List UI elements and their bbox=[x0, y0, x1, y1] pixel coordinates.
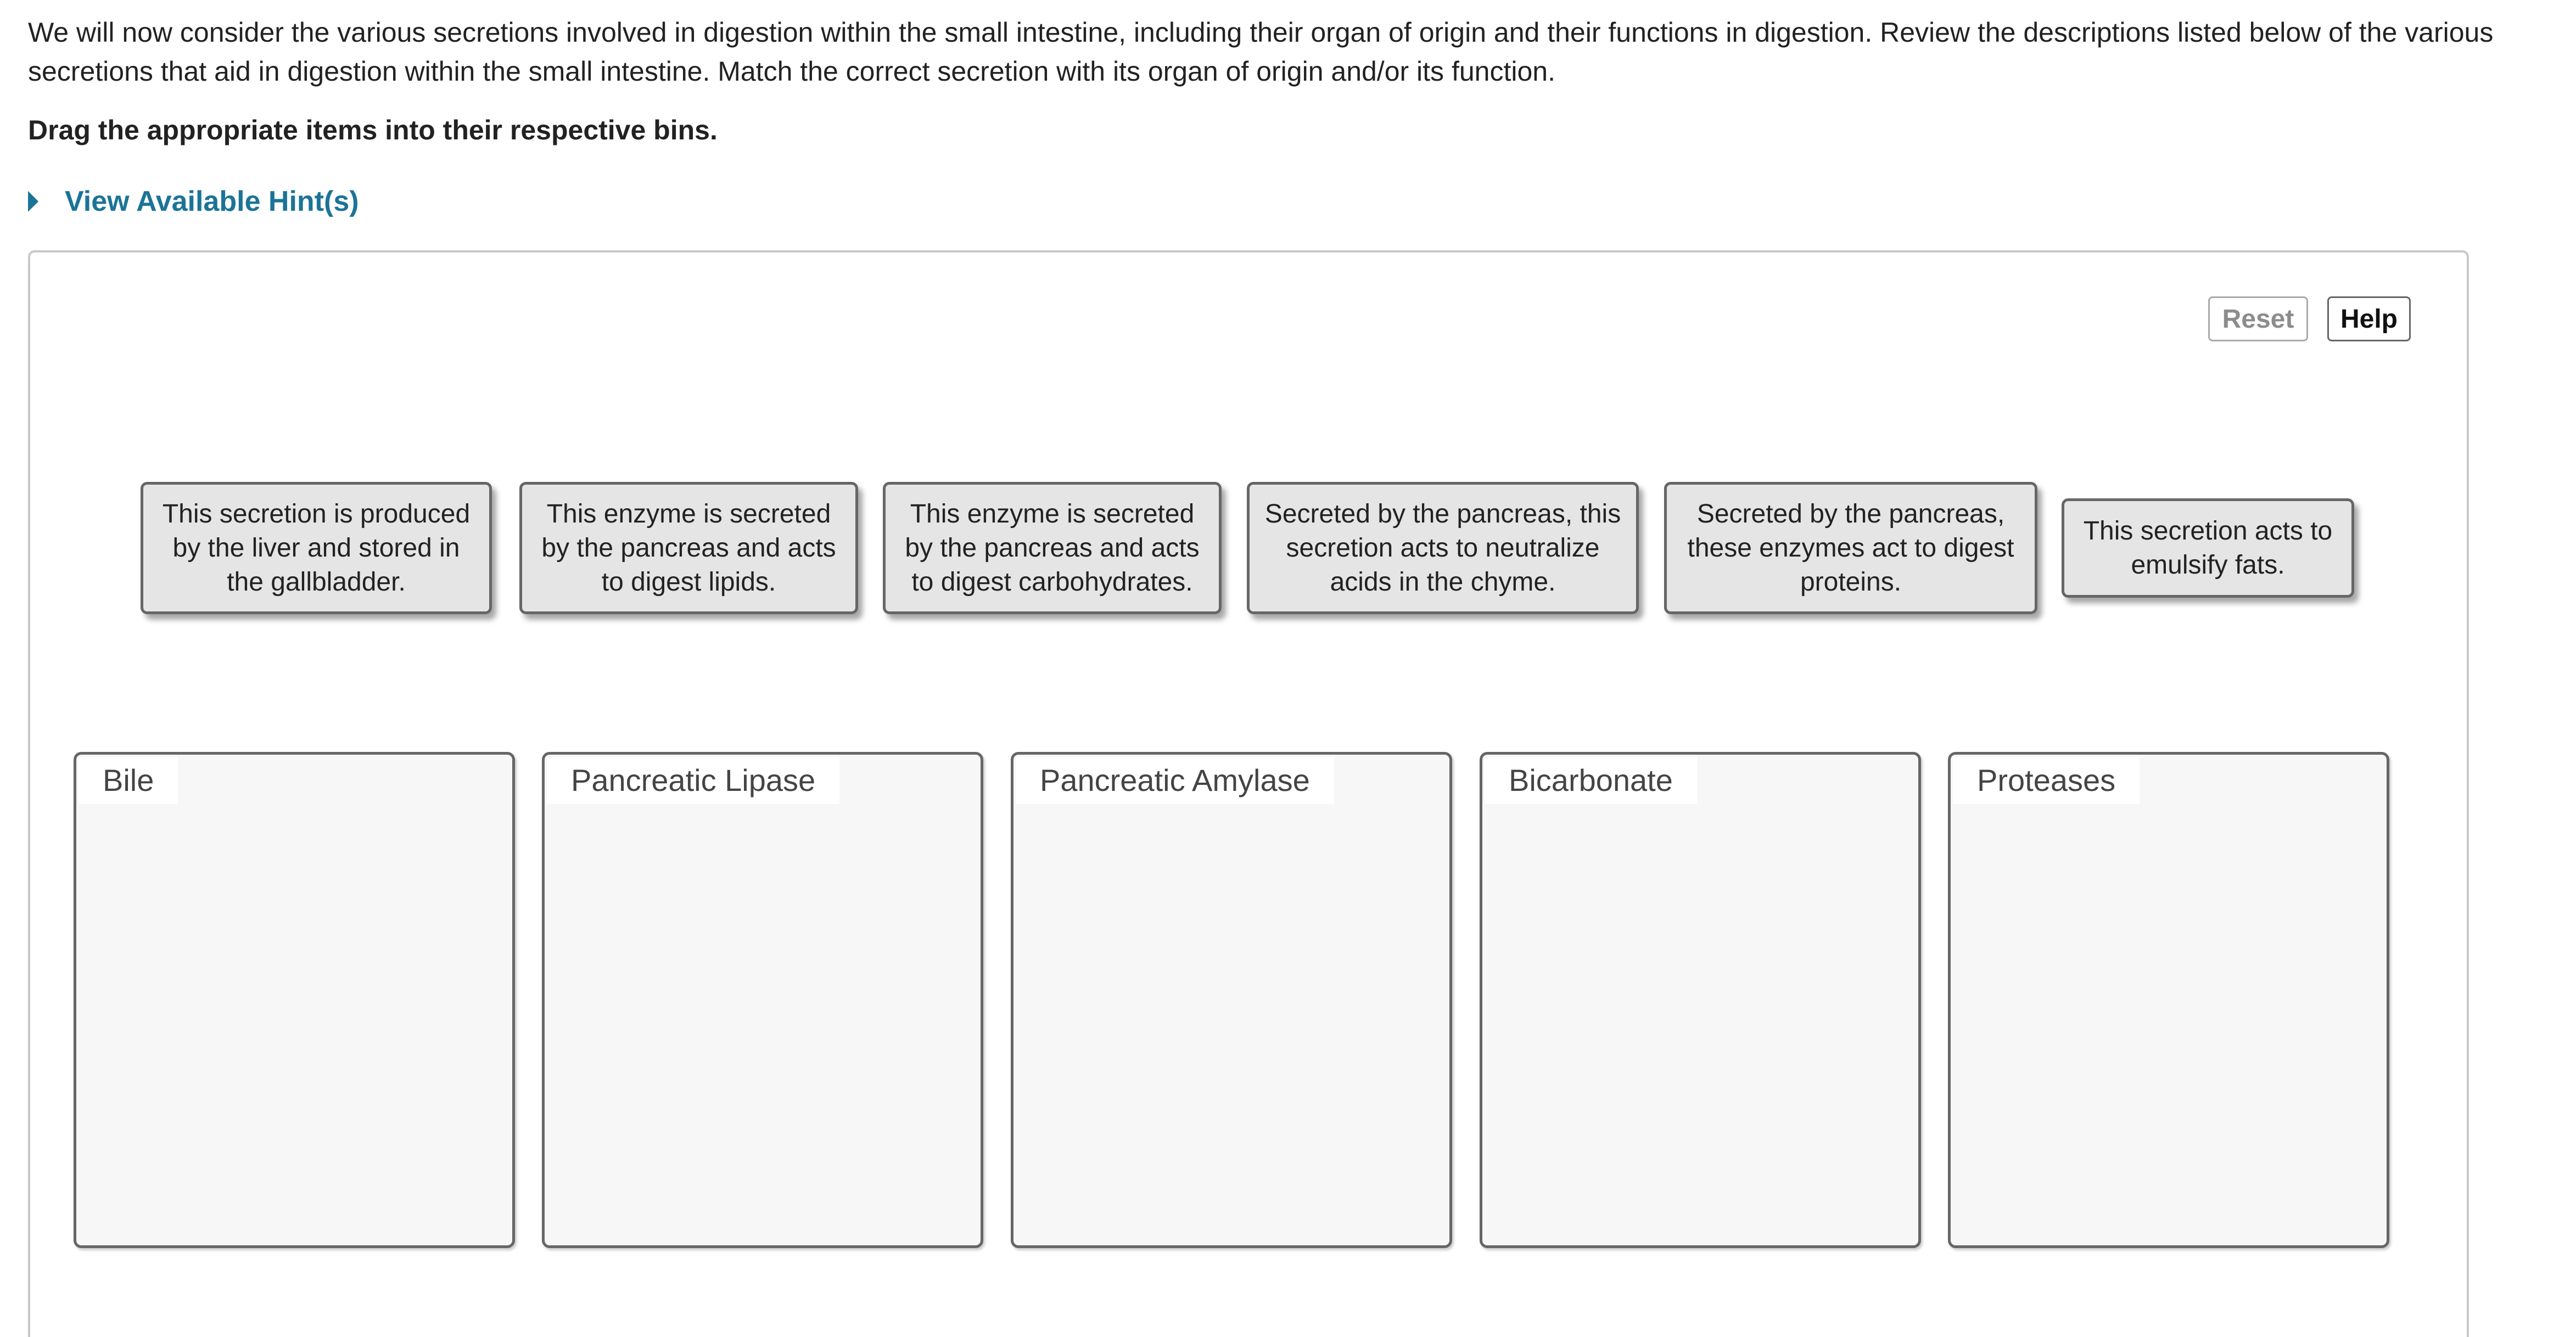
draggable-card[interactable]: Secreted by the pancreas, these enzymes act to digest proteins. bbox=[1664, 482, 2037, 614]
reset-button[interactable]: Reset bbox=[2208, 296, 2308, 341]
drop-bin-pancreatic-amylase[interactable] bbox=[1011, 752, 1452, 1248]
bin-label: Bile bbox=[79, 757, 178, 804]
bin-label: Proteases bbox=[1953, 757, 2140, 804]
drop-bin-bile[interactable] bbox=[74, 752, 515, 1248]
draggable-card[interactable]: This secretion is produced by the liver and stored in the gallbladder. bbox=[141, 482, 492, 614]
drop-bin-bicarbonate[interactable] bbox=[1480, 752, 1921, 1248]
help-button[interactable]: Help bbox=[2327, 296, 2411, 341]
caret-right-icon bbox=[28, 191, 38, 212]
intro-paragraph: We will now consider the various secretions involved in digestion within the small intestine, including their organ of origin and their functions in digestion. Review the descriptions listed below of the various secretions that aid in digestion within the small intestine. Match the correct secretion with its organ of origin and/or its function. bbox=[28, 17, 2494, 87]
draggable-card[interactable]: This enzyme is secreted by the pancreas and acts to digest lipids. bbox=[519, 482, 858, 614]
draggable-card[interactable]: Secreted by the pancreas, this secretion acts to neutralize acids in the chyme. bbox=[1247, 482, 1639, 614]
bin-label: Bicarbonate bbox=[1485, 757, 1697, 804]
drop-bin-proteases[interactable] bbox=[1948, 752, 2389, 1248]
bin-label: Pancreatic Lipase bbox=[547, 757, 839, 804]
drop-bin-pancreatic-lipase[interactable] bbox=[542, 752, 983, 1248]
bin-label: Pancreatic Amylase bbox=[1016, 757, 1334, 804]
view-hints-link[interactable] bbox=[28, 183, 359, 220]
view-hints-label: View Available Hint(s) bbox=[65, 186, 359, 217]
drag-drop-panel bbox=[28, 250, 2469, 1337]
draggable-card[interactable]: This enzyme is secreted by the pancreas and acts to digest carbohydrates. bbox=[883, 482, 1222, 614]
draggable-card[interactable]: This secretion acts to emulsify fats. bbox=[2062, 498, 2354, 598]
instruction-text: Drag the appropriate items into their respective bins. bbox=[28, 115, 718, 145]
